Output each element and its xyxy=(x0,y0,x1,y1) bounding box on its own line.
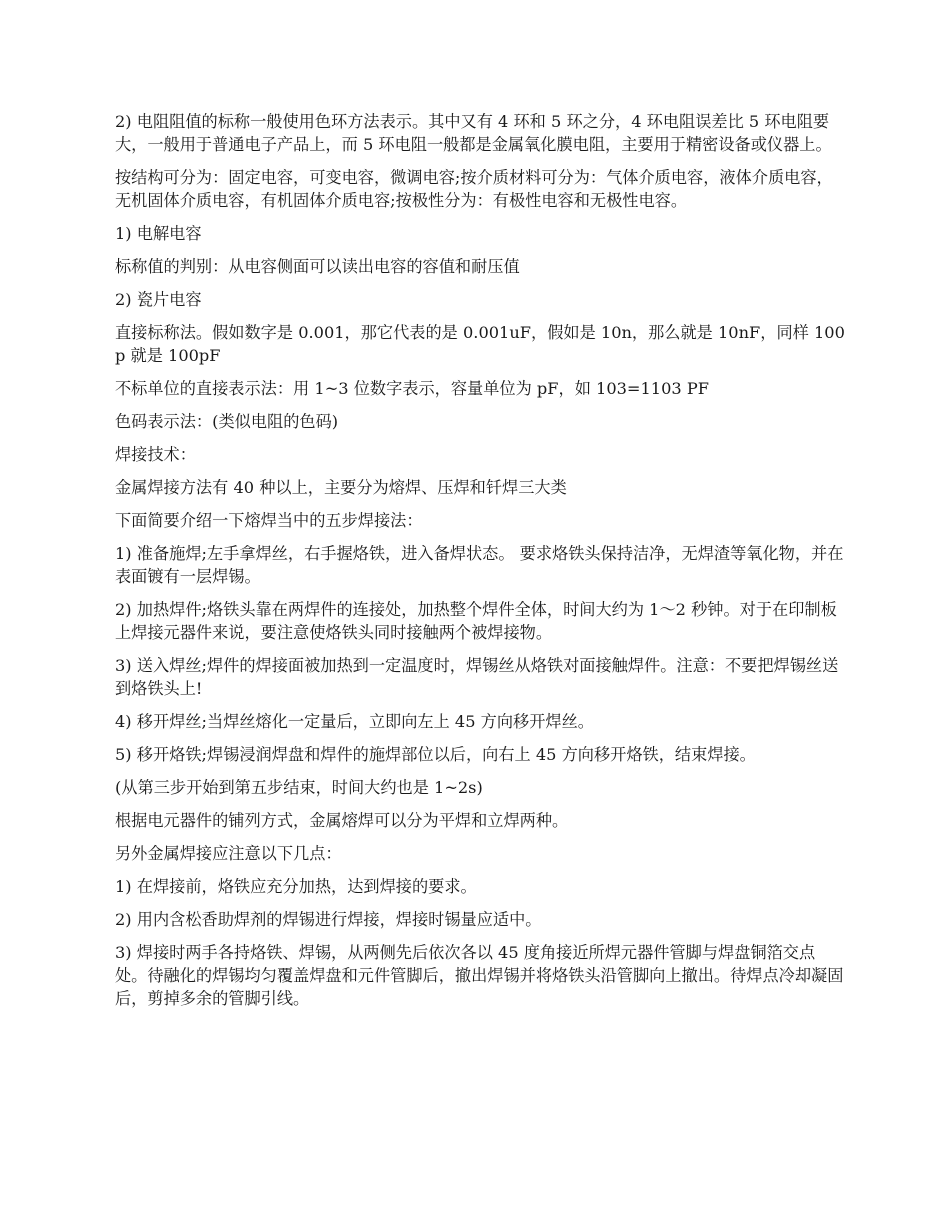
paragraph-direct-marking: 直接标称法。假如数字是 0.001，那它代表的是 0.001uF，假如是 10n，那么就是 10nF，同样 100p 就是 100pF xyxy=(115,323,845,365)
note-3-technique: 3) 焊接时两手各持烙铁、焊锡，从两侧先后依次各以 45 度角接近所焊元器件管脚与焊盘铜箔交点处。待融化的焊锡均匀覆盖焊盘和元件管脚后，撤出焊锡并将烙铁头沿管脚向上撤出。待焊点冷却凝固后，剪掉多余的管脚引线。 xyxy=(115,943,844,1008)
paragraph-notes-intro: 另外金属焊接应注意以下几点： xyxy=(115,844,342,863)
paragraph-resistor-color-rings: 2) 电阻阻值的标称一般使用色环方法表示。其中又有 4 环和 5 环之分，4 环电阻误差比 5 环电阻要大，一般用于普通电子产品上，而 5 环电阻一般都是金属氧化膜电阻，主要用于精密设备或仪器上。 xyxy=(115,112,832,154)
paragraph-welding-positions: 根据电元器件的铺列方式，金属熔焊可以分为平焊和立焊两种。 xyxy=(115,811,569,830)
heading-electrolytic-capacitor: 1) 电解电容 xyxy=(115,224,202,243)
paragraph-nominal-value: 标称值的判别：从电容侧面可以读出电容的容值和耐压值 xyxy=(115,257,520,276)
heading-ceramic-capacitor: 2) 瓷片电容 xyxy=(115,290,202,309)
step-4-remove-solder: 4) 移开焊丝;当焊丝熔化一定量后，立即向左上 45 方向移开焊丝。 xyxy=(115,712,594,731)
step-1-prepare: 1) 准备施焊;左手拿焊丝，右手握烙铁，进入备焊状态。 要求烙铁头保持洁净，无焊渣等氧化物，并在表面镀有一层焊锡。 xyxy=(115,544,844,586)
note-1-preheat: 1) 在焊接前，烙铁应充分加热，达到焊接的要求。 xyxy=(115,877,477,896)
paragraph-welding-methods: 金属焊接方法有 40 种以上，主要分为熔焊、压焊和钎焊三大类 xyxy=(115,478,567,497)
paragraph-five-step-intro: 下面简要介绍一下熔焊当中的五步焊接法： xyxy=(115,511,423,530)
document-body xyxy=(115,110,845,1020)
note-2-flux-solder: 2) 用内含松香助焊剂的焊锡进行焊接，焊接时锡量应适中。 xyxy=(115,910,542,929)
step-5-remove-iron: 5) 移开烙铁;焊锡浸润焊盘和焊件的施焊部位以后，向右上 45 方向移开烙铁，结束焊接。 xyxy=(115,745,756,764)
paragraph-capacitor-classification: 按结构可分为：固定电容，可变电容，微调电容;按介质材料可分为：气体介质电容，液体介质电容，无机固体介质电容，有机固体介质电容;按极性分为：有极性电容和无极性电容。 xyxy=(115,168,833,210)
step-2-heat: 2) 加热焊件;烙铁头靠在两焊件的连接处，加热整个焊件全体，时间大约为 1～2 秒钟。对于在印制板上焊接元器件来说，要注意使烙铁头同时接触两个被焊接物。 xyxy=(115,600,837,642)
paragraph-color-code: 色码表示法：(类似电阻的色码) xyxy=(115,412,339,431)
step-3-feed-solder: 3) 送入焊丝;焊件的焊接面被加热到一定温度时，焊锡丝从烙铁对面接触焊件。注意：不要把焊锡丝送到烙铁头上! xyxy=(115,656,839,698)
heading-soldering-technique: 焊接技术： xyxy=(115,445,196,464)
paragraph-timing-note: (从第三步开始到第五步结束，时间大约也是 1~2s) xyxy=(115,778,483,797)
paragraph-unitless-marking: 不标单位的直接表示法：用 1~3 位数字表示，容量单位为 pF，如 103=1103 PF xyxy=(115,379,709,398)
